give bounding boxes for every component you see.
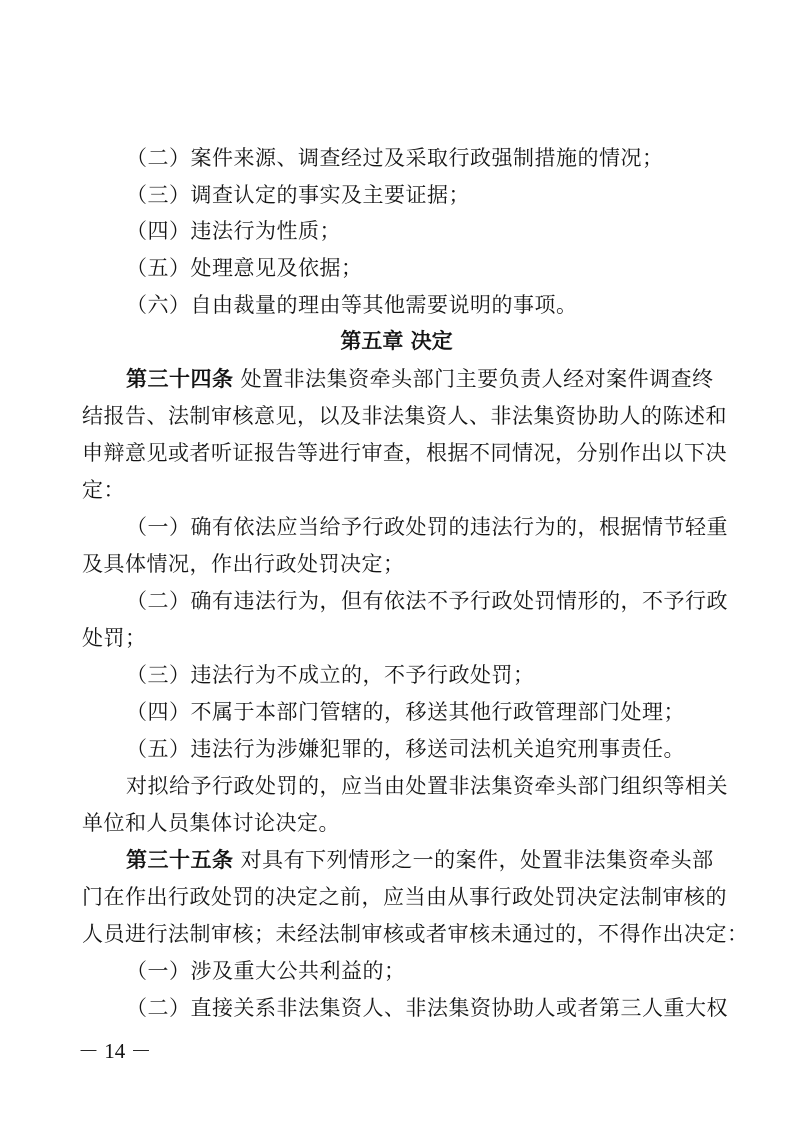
list-item: （一）确有依法应当给予行政处罚的违法行为的，根据情节轻重 <box>126 515 728 539</box>
paragraph-line: 定： <box>82 478 125 502</box>
list-item: （五）违法行为涉嫌犯罪的，移送司法机关追究刑事责任。 <box>126 737 685 761</box>
list-item: （三）违法行为不成立的，不予行政处罚； <box>126 663 535 687</box>
list-item: （一）涉及重大公共利益的； <box>126 959 406 983</box>
list-item: （四）违法行为性质； <box>126 219 341 243</box>
list-item: （二）直接关系非法集资人、非法集资协助人或者第三人重大权 <box>126 996 728 1020</box>
list-item: （二）案件来源、调查经过及采取行政强制措施的情况； <box>126 146 664 170</box>
article-35-first-line <box>126 844 714 876</box>
page-number: － 14 － <box>78 1039 152 1063</box>
article-34-first-line <box>126 363 714 395</box>
list-item: （六）自由裁量的理由等其他需要说明的事项。 <box>126 293 578 317</box>
list-item-continuation: 处罚； <box>82 626 147 650</box>
paragraph-line: 单位和人员集体讨论决定。 <box>82 811 340 835</box>
list-item: （四）不属于本部门管辖的，移送其他行政管理部门处理； <box>126 700 685 724</box>
list-item: （二）确有违法行为，但有依法不予行政处罚情形的，不予行政 <box>126 589 728 613</box>
paragraph-line: 申辩意见或者听证报告等进行审查，根据不同情况，分别作出以下决 <box>82 441 727 465</box>
article-34-label: 第三十四条 <box>126 367 234 391</box>
paragraph-line: 结报告、法制审核意见，以及非法集资人、非法集资协助人的陈述和 <box>82 404 727 428</box>
list-item: （五）处理意见及依据； <box>126 256 363 280</box>
list-item-continuation: 及具体情况，作出行政处罚决定； <box>82 552 405 576</box>
paragraph-text: 对具有下列情形之一的案件，处置非法集资牵头部 <box>233 848 714 872</box>
paragraph-text: 处置非法集资牵头部门主要负责人经对案件调查终 <box>233 367 714 391</box>
list-item: （三）调查认定的事实及主要证据； <box>126 183 470 207</box>
paragraph-line: 人员进行法制审核；未经法制审核或者审核未通过的，不得作出决定： <box>82 922 749 946</box>
paragraph-line: 门在作出行政处罚的决定之前，应当由从事行政处罚决定法制审核的 <box>82 885 727 909</box>
chapter-heading: 第五章 决定 <box>340 329 453 353</box>
article-35-label: 第三十五条 <box>126 848 234 872</box>
paragraph-line: 对拟给予行政处罚的，应当由处置非法集资牵头部门组织等相关 <box>126 774 728 798</box>
